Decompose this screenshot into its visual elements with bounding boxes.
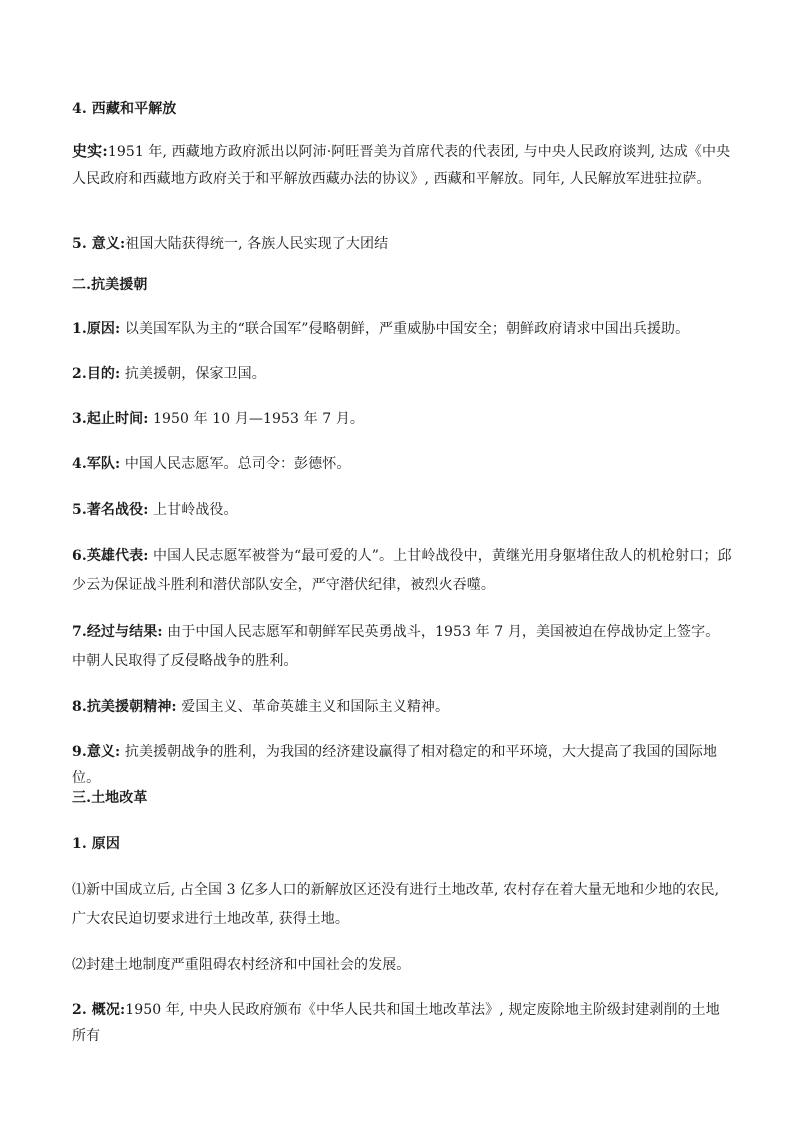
korea-item-label: 6.英雄代表: <box>72 548 149 564</box>
korea-item-battle <box>72 497 732 523</box>
section-heading-land-reform: 三.土地改革 <box>72 790 148 806</box>
korea-item-significance <box>72 739 732 791</box>
land-reform-overview-paragraph <box>72 997 732 1049</box>
korea-item-period <box>72 406 732 432</box>
korea-item-text: 上甘岭战役。 <box>148 502 238 518</box>
land-reform-cause-heading: 1. 原因 <box>72 836 120 852</box>
korea-item-label: 5.著名战役: <box>72 502 149 518</box>
korea-item-text: 抗美援朝战争的胜利，为我国的经济建设赢得了相对稳定的和平环境，大大提高了我国的国际地位。 <box>72 744 718 786</box>
korea-item-army <box>72 451 732 477</box>
land-reform-overview-text: 1950 年, 中央人民政府颁布《中华人民共和国土地改革法》, 规定废除地主阶级封建剥削的土地所有 <box>72 1002 720 1044</box>
korea-item-label: 4.军队: <box>72 456 121 472</box>
section-heading-korean-war: 二.抗美援朝 <box>72 277 148 293</box>
tibet-meaning-text: 祖国大陆获得统一, 各族人民实现了大团结 <box>125 236 389 252</box>
korea-item-label: 9.意义: <box>72 744 121 760</box>
korea-item-label: 2.目的: <box>72 366 121 382</box>
land-reform-overview-label: 2. 概况: <box>72 1002 126 1018</box>
tibet-fact-text: 1951 年, 西藏地方政府派出以阿沛·阿旺晋美为首席代表的代表团, 与中央人民政府谈判, 达成《中央人民政府和西藏地方政府关于和平解放西藏办法的协议》, 西藏和平解放。同年, 人民解放军进驻拉萨。 <box>72 144 731 187</box>
korea-item-text: 抗美援朝，保家卫国。 <box>120 366 266 382</box>
korea-item-goal <box>72 361 732 387</box>
korea-item-cause <box>72 316 732 342</box>
tibet-fact-paragraph <box>72 138 732 193</box>
korea-item-spirit <box>72 694 732 720</box>
tibet-fact-label: 史实: <box>72 142 108 160</box>
korea-item-label: 7.经过与结果: <box>72 624 163 640</box>
korea-item-text: 以美国军队为主的“联合国军”侵略朝鲜，严重威胁中国安全；朝鲜政府请求中国出兵援助。 <box>120 321 690 337</box>
korea-item-label: 8.抗美援朝精神: <box>72 699 177 715</box>
tibet-meaning-paragraph <box>72 231 732 257</box>
korea-item-text: 由于中国人民志愿军和朝鲜军民英勇战斗，1953 年 7 月，美国被迫在停战协定上签字。中朝人民取得了反侵略战争的胜利。 <box>72 624 720 669</box>
korea-item-text: 中国人民志愿军被誉为“最可爱的人”。上甘岭战役中，黄继光用身躯堵住敌人的机枪射口；邱少云为保证战斗胜利和潜伏部队安全，严守潜伏纪律，被烈火吞噬。 <box>72 548 732 593</box>
land-reform-cause-1: ⑴新中国成立后, 占全国 3 亿多人口的新解放区还没有进行土地改革, 农村存在着大量无地和少地的农民, 广大农民迫切要求进行土地改革, 获得土地。 <box>72 882 720 927</box>
korea-item-heroes <box>72 542 732 600</box>
korea-item-text: 中国人民志愿军。总司令：彭德怀。 <box>120 456 351 472</box>
korea-item-label: 3.起止时间: <box>72 411 149 427</box>
section-heading-tibet: 4. 西藏和平解放 <box>72 101 177 117</box>
land-reform-cause-2: ⑵封建土地制度严重阻碍农村经济和中国社会的发展。 <box>72 957 411 973</box>
korea-item-text: 1950 年 10 月—1953 年 7 月。 <box>148 411 365 427</box>
korea-item-label: 1.原因: <box>72 321 121 337</box>
korea-item-result <box>72 618 732 676</box>
korea-item-text: 爱国主义、革命英雄主义和国际主义精神。 <box>176 699 450 715</box>
tibet-meaning-label: 5. 意义: <box>72 236 126 252</box>
